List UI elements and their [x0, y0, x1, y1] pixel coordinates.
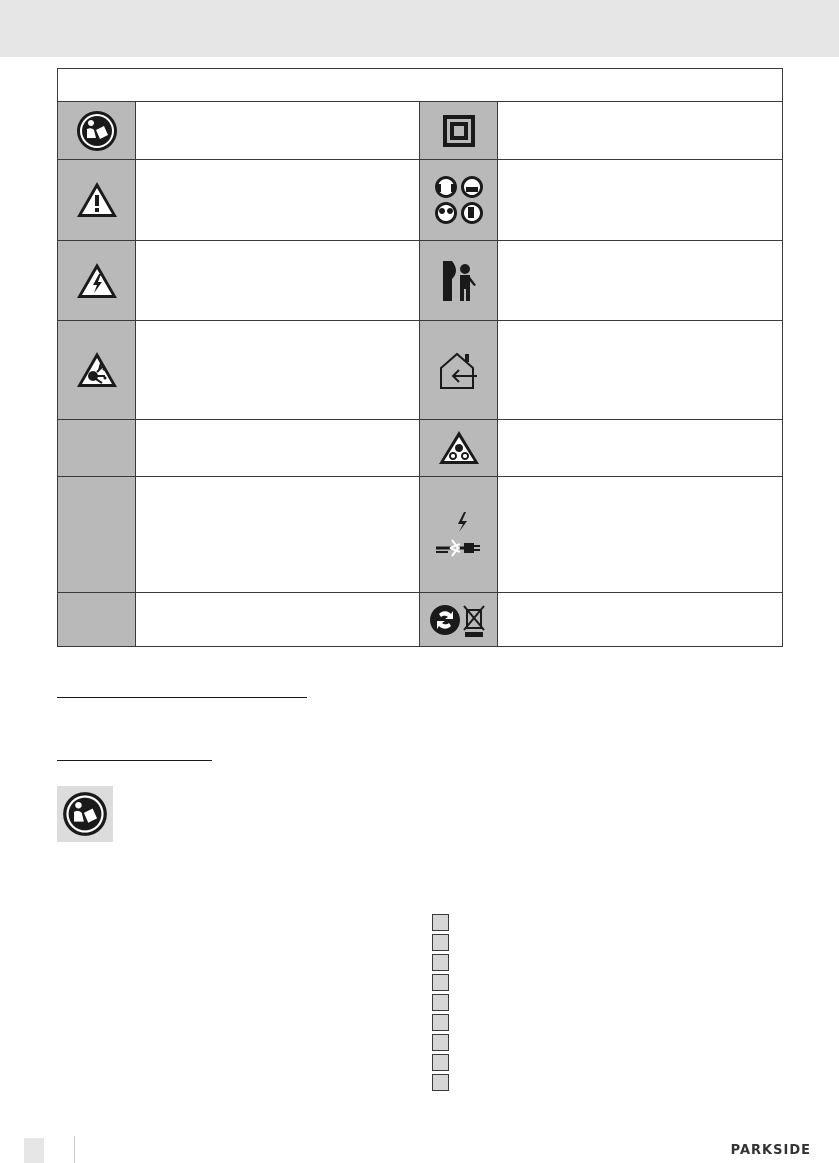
symbol-table-header	[58, 69, 783, 102]
part-number-box	[432, 954, 449, 971]
part-number-box	[432, 1014, 449, 1031]
part-number-box	[432, 934, 449, 951]
symbol-description	[136, 160, 420, 241]
section-heading-underline	[57, 697, 307, 698]
symbol-description	[136, 321, 420, 420]
warning-triangle-icon	[58, 160, 136, 241]
symbol-description	[498, 321, 783, 420]
symbol-description	[498, 593, 783, 647]
symbol-description	[498, 102, 783, 160]
electric-shock-warning-icon	[58, 241, 136, 321]
symbol-row	[58, 160, 783, 241]
symbol-row	[58, 321, 783, 420]
read-manual-icon	[57, 786, 113, 842]
read-manual-icon	[58, 102, 136, 160]
symbol-description	[498, 477, 783, 593]
page-number-box	[24, 1138, 44, 1163]
footer-divider	[74, 1136, 75, 1163]
part-number-box	[432, 1074, 449, 1091]
parts-list	[432, 914, 452, 1094]
eye-protection-warning-icon	[420, 420, 498, 477]
brand-logo: PARKSIDE	[730, 1143, 811, 1158]
indoor-use-icon	[420, 321, 498, 420]
symbol-description	[498, 160, 783, 241]
symbol-description	[136, 102, 420, 160]
empty-icon-cell	[58, 477, 136, 593]
empty-icon-cell	[58, 593, 136, 647]
symbol-row	[58, 420, 783, 477]
page-header-band	[0, 0, 839, 57]
keep-children-away-icon	[420, 241, 498, 321]
symbol-row	[58, 102, 783, 160]
symbol-description	[498, 241, 783, 321]
part-number-box	[432, 914, 449, 931]
symbol-description	[498, 420, 783, 477]
symbol-description	[136, 477, 420, 593]
explosion-warning-icon	[58, 321, 136, 420]
part-number-box	[432, 1034, 449, 1051]
subsection-heading-underline	[57, 760, 212, 761]
empty-icon-cell	[58, 420, 136, 477]
part-number-box	[432, 1054, 449, 1071]
recycling-disposal-icon	[420, 593, 498, 647]
part-number-box	[432, 974, 449, 991]
symbol-row	[58, 241, 783, 321]
symbol-row	[58, 477, 783, 593]
symbol-row	[58, 593, 783, 647]
unplug-damaged-cable-icon	[420, 477, 498, 593]
symbol-description	[136, 241, 420, 321]
part-number-box	[432, 994, 449, 1011]
symbol-description	[136, 593, 420, 647]
symbol-description	[136, 420, 420, 477]
protective-equipment-icon	[420, 160, 498, 241]
protection-class-2-icon	[420, 102, 498, 160]
symbol-table	[57, 68, 783, 647]
